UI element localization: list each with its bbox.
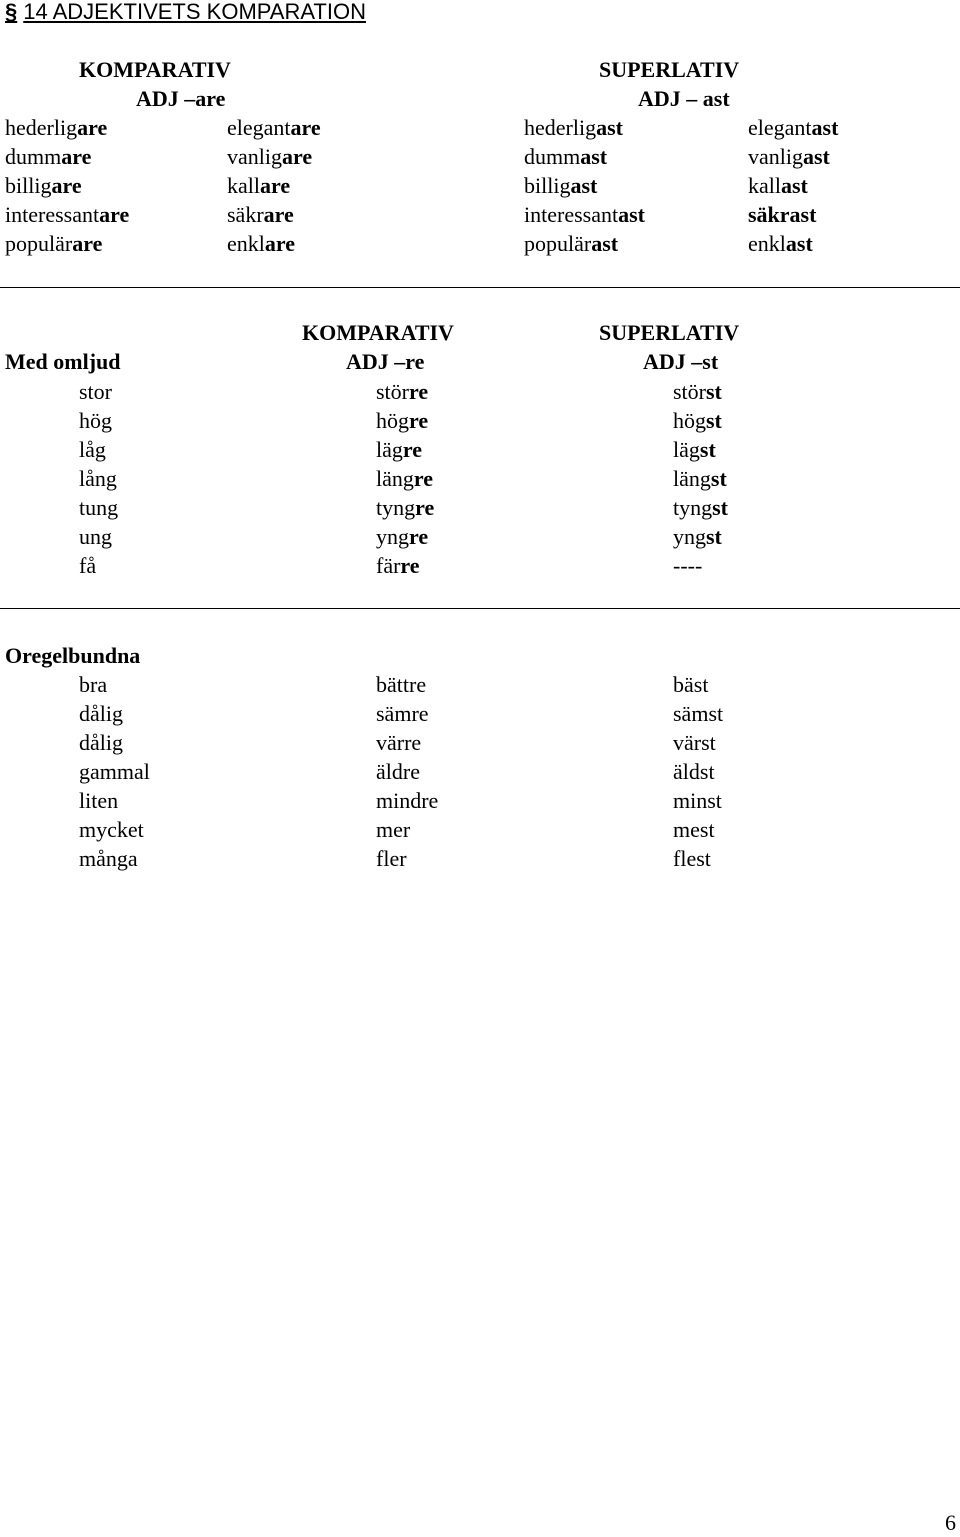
base-word: stor (79, 379, 112, 404)
word-ending: st (710, 466, 727, 491)
word-stem: stör (376, 379, 409, 404)
komparativ-word (227, 113, 321, 142)
base-word: mycket (79, 817, 144, 842)
word-ending: st (699, 437, 716, 462)
base-word: bra (79, 672, 108, 697)
word-stem: hög (673, 408, 706, 433)
word-stem: tyng (376, 495, 416, 520)
komparativ-word (376, 493, 434, 522)
base-word: hög (79, 408, 112, 433)
komparativ-word (227, 200, 294, 229)
sec2-komparativ-header: KOMPARATIV (302, 320, 454, 345)
komparativ-word (227, 229, 295, 258)
word-stem: yng (673, 524, 706, 549)
superlativ-word (524, 200, 645, 229)
komparativ-word: fler (376, 846, 407, 871)
superlativ-word (748, 171, 808, 200)
word-ending: are (77, 115, 108, 140)
superlativ-word (673, 406, 722, 435)
superlativ-word: bäst (673, 672, 709, 697)
komparativ-word (5, 171, 82, 200)
superlativ-word (748, 113, 838, 142)
word-ending: are (264, 231, 296, 256)
word-ending: ast (781, 173, 808, 198)
section-symbol: § (5, 0, 18, 24)
heading-text: 14 ADJEKTIVETS KOMPARATION (23, 0, 366, 24)
komparativ-word: mindre (376, 788, 439, 813)
word-stem: elegant (227, 115, 291, 140)
superlativ-word (748, 229, 813, 258)
sec2-label: Med omljud (5, 349, 121, 374)
base-word: dålig (79, 730, 123, 755)
word-ending: ast (811, 115, 839, 140)
superlativ-word (673, 522, 722, 551)
komparativ-word (5, 200, 129, 229)
komparativ-word: äldre (376, 759, 420, 784)
word-ending: are (260, 173, 291, 198)
komparativ-word: bättre (376, 672, 427, 697)
word-stem: säkr (227, 202, 264, 227)
word-ending: re (409, 379, 429, 404)
word-ending: st (712, 495, 729, 520)
word-stem: ---- (673, 553, 703, 578)
word-ending: re (400, 553, 420, 578)
superlativ-word: värst (673, 730, 716, 755)
base-word: dålig (79, 701, 123, 726)
base-word: ung (79, 524, 112, 549)
base-word: låg (79, 437, 106, 462)
sec1-superlativ-pattern: ADJ – ast (638, 86, 730, 111)
word-ending: säkrast (748, 202, 817, 227)
word-stem: hög (376, 408, 409, 433)
komparativ-word (376, 406, 428, 435)
word-ending: re (409, 408, 429, 433)
komparativ-word (376, 551, 420, 580)
word-ending: are (99, 202, 130, 227)
divider-2 (0, 608, 960, 609)
sec2-superlativ-header: SUPERLATIV (599, 320, 740, 345)
word-ending: st (706, 408, 722, 433)
word-stem: stör (673, 379, 706, 404)
word-ending: are (290, 115, 321, 140)
komparativ-word (227, 142, 312, 171)
divider-1 (0, 287, 960, 288)
superlativ-word: flest (673, 846, 711, 871)
word-ending: are (282, 144, 313, 169)
superlativ-word (673, 464, 727, 493)
komparativ-word (5, 113, 107, 142)
sec1-superlativ-header: SUPERLATIV (599, 57, 740, 82)
komparativ-word: mer (376, 817, 411, 842)
word-stem: interessant (524, 202, 619, 227)
komparativ-word (5, 229, 102, 258)
word-stem: vanlig (748, 144, 803, 169)
word-ending: st (706, 379, 722, 404)
base-word: många (79, 846, 138, 871)
base-word: få (79, 553, 97, 578)
page-heading (5, 0, 366, 26)
word-ending: re (415, 495, 435, 520)
superlativ-word (524, 171, 597, 200)
word-ending: st (706, 524, 722, 549)
superlativ-word (673, 435, 716, 464)
superlativ-word: sämst (673, 701, 724, 726)
superlativ-word (673, 377, 722, 406)
superlativ-word: mest (673, 817, 715, 842)
komparativ-word (376, 377, 428, 406)
superlativ-word: äldst (673, 759, 715, 784)
superlativ-word (524, 142, 607, 171)
word-stem: billig (524, 173, 571, 198)
page-number: 6 (945, 1510, 956, 1535)
word-stem: läng (673, 466, 711, 491)
word-stem: interessant (5, 202, 100, 227)
sec3-label: Oregelbundna (5, 643, 141, 668)
base-word: lång (79, 466, 117, 491)
word-ending: are (51, 173, 82, 198)
word-ending: are (61, 144, 92, 169)
word-stem: kall (748, 173, 781, 198)
word-stem: fär (376, 553, 401, 578)
superlativ-word (748, 200, 816, 229)
word-stem: populär (5, 231, 73, 256)
word-ending: ast (570, 173, 598, 198)
word-ending: are (263, 202, 294, 227)
word-stem: läg (376, 437, 403, 462)
superlativ-word (673, 493, 728, 522)
base-word: gammal (79, 759, 150, 784)
komparativ-word (376, 522, 428, 551)
komparativ-word (227, 171, 290, 200)
word-ending: ast (618, 202, 645, 227)
superlativ-word (524, 113, 623, 142)
word-stem: populär (524, 231, 592, 256)
word-stem: läng (376, 466, 414, 491)
word-ending: ast (580, 144, 608, 169)
word-stem: dumm (524, 144, 581, 169)
superlativ-word (524, 229, 618, 258)
word-stem: yng (376, 524, 409, 549)
komparativ-word (5, 142, 91, 171)
superlativ-word: minst (673, 788, 722, 813)
sec1-komparativ-header: KOMPARATIV (79, 57, 231, 82)
word-stem: billig (5, 173, 52, 198)
sec2-komparativ-pattern: ADJ –re (346, 349, 425, 374)
word-ending: re (409, 524, 429, 549)
sec2-superlativ-pattern: ADJ –st (643, 349, 719, 374)
word-ending: re (402, 437, 423, 462)
word-stem: tyng (673, 495, 713, 520)
base-word: tung (79, 495, 119, 520)
komparativ-word: värre (376, 730, 422, 755)
word-stem: kall (227, 173, 260, 198)
word-ending: ast (591, 231, 619, 256)
sec1-komparativ-pattern: ADJ –are (136, 86, 226, 111)
superlativ-word (748, 142, 830, 171)
komparativ-word: sämre (376, 701, 429, 726)
word-stem: vanlig (227, 144, 282, 169)
komparativ-word (376, 464, 433, 493)
word-ending: re (413, 466, 434, 491)
komparativ-word (376, 435, 422, 464)
word-ending: ast (596, 115, 623, 140)
base-word: liten (79, 788, 119, 813)
word-stem: enkl (748, 231, 786, 256)
word-ending: ast (785, 231, 813, 256)
word-ending: ast (803, 144, 830, 169)
word-stem: hederlig (5, 115, 78, 140)
superlativ-word (673, 551, 702, 580)
word-stem: hederlig (524, 115, 597, 140)
word-stem: elegant (748, 115, 812, 140)
word-ending: are (72, 231, 103, 256)
word-stem: enkl (227, 231, 265, 256)
word-stem: läg (673, 437, 700, 462)
word-stem: dumm (5, 144, 62, 169)
